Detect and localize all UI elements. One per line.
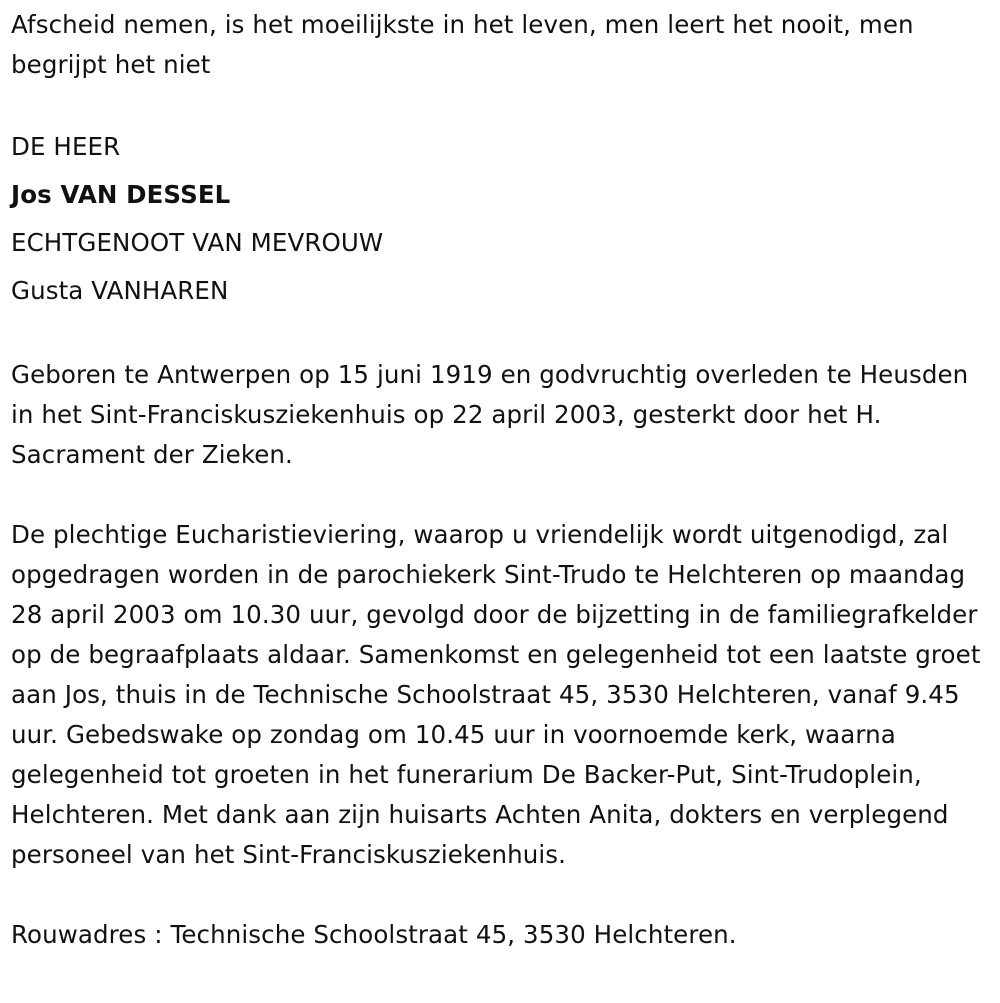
relation-label: ECHTGENOOT VAN MEVROUW: [11, 228, 384, 257]
opening-quote: Afscheid nemen, is het moeilijkste in het leven, men leert het nooit, men begrijpt het niet: [11, 10, 914, 79]
mourning-address: Rouwadres : Technische Schoolstraat 45, 3530 Helchteren.: [11, 920, 737, 949]
ceremony-paragraph: De plechtige Eucharistieviering, waarop u vriendelijk wordt uitgenodigd, zal opgedragen worden in de parochiekerk Sint-Trudo te Helchteren op maandag 28 april 2003 om 10.30 uur, gevolgd door de bijzetting in de familiegrafkelder op de begraafplaats aldaar. Samenkomst en gelegenheid tot een laatste groet aan Jos, thuis in de Technische Schoolstraat 45, 3530 Helchteren, vanaf 9.45 uur. Gebedswake op zondag om 10.45 uur in voornoemde kerk, waarna gelegenheid tot groeten in het funerarium De Backer-Put, Sint-Trudoplein, Helchteren. Met dank aan zijn huisarts Achten Anita, dokters en verplegend personeel van het Sint-Franciskusziekenhuis.: [11, 520, 981, 869]
death-notice: [11, 5, 993, 955]
spouse-name: Gusta VANHAREN: [11, 276, 229, 305]
birth-death-paragraph: Geboren te Antwerpen op 15 juni 1919 en godvruchtig overleden te Heusden in het Sint-Franciskusziekenhuis op 22 april 2003, gesterkt door het H. Sacrament der Zieken.: [11, 360, 969, 469]
deceased-name: Jos VAN DESSEL: [11, 180, 231, 209]
title-prefix: DE HEER: [11, 132, 121, 161]
deceased-header: [11, 123, 993, 315]
